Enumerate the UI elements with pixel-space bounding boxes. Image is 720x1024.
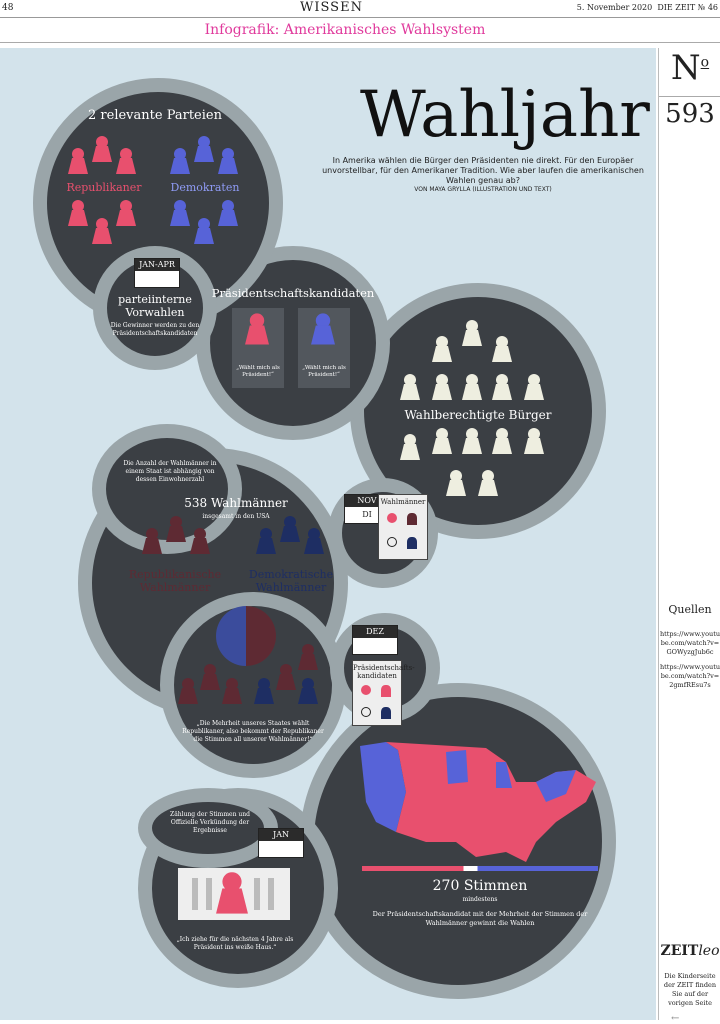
citizen-pawn [492, 336, 512, 362]
section-name: WISSEN [300, 0, 363, 15]
dem-pawn [170, 200, 190, 226]
electors-total-sub: insgesamt in den USA [202, 513, 270, 520]
candidates-heading: Präsidentschaftskandidaten [211, 286, 375, 300]
dem-elector-pawn [304, 528, 324, 554]
citizen-pawn [446, 470, 466, 496]
byline: VON MAYA GRYLLA (ILLUSTRATION UND TEXT) [414, 186, 552, 193]
state-elector-pawn [178, 678, 198, 704]
dem-pawn [194, 218, 214, 244]
dem-pawn [170, 148, 190, 174]
citizen-pawn [524, 428, 544, 454]
page-title: Wahljahr [360, 78, 650, 152]
state-elector-pawn [298, 644, 318, 670]
issue-number: 593 [659, 96, 720, 129]
state-elector-pawn [254, 678, 274, 704]
electors-total: 538 Wahlmänner [184, 496, 288, 510]
votes-sub: mindestens [462, 896, 498, 903]
state-quote: „Die Mehrheit unseres Staates wählt Republikaner, also bekommt der Republikaner die Stimmen all unserer Wahlmänner!“ [182, 720, 324, 743]
calendar-icon: DEZ [352, 625, 398, 655]
citizen-pawn [462, 428, 482, 454]
rep-elector-pawn [166, 516, 186, 542]
rep-elector-pawn [142, 528, 162, 554]
calendar-icon: JAN-APR [134, 258, 180, 288]
citizen-pawn [462, 320, 482, 346]
rep-pawn [116, 148, 136, 174]
candidate-quote: „Wählt mich als Präsident!“ [236, 365, 280, 378]
ballot-icon: Präsidentschafts-kandidaten [352, 660, 402, 726]
candidate-dem-pawn [311, 313, 335, 344]
result-desc: Der Präsidentschaftskandidat mit der Mehrheit der Stimmen der Wahlmänner gewinnt die Wahlen [372, 910, 588, 927]
rep-label: Republikaner [66, 181, 142, 194]
page-header [0, 0, 720, 18]
candidate-quote: „Wählt mich als Präsident!“ [302, 365, 346, 378]
parties-heading: 2 relevante Parteien [88, 108, 222, 123]
rep-pawn [116, 200, 136, 226]
count-quote: „Ich ziehe für die nächsten 4 Jahre als Präsident ins weiße Haus.“ [176, 936, 294, 951]
rep-pawn [92, 218, 112, 244]
vote-bar [362, 866, 598, 871]
dem-electors-label: Demokratische Wahlmänner [248, 568, 334, 594]
count-heading: Zählung der Stimmen und Offizielle Verkündung der Ergebnisse [170, 811, 250, 834]
sources-heading: Quellen [668, 603, 712, 616]
issue-date: 5. November 2020 DIE ZEIT № 46 [576, 3, 718, 12]
rep-pawn [68, 148, 88, 174]
citizen-pawn [524, 374, 544, 400]
kids-page-note: Die Kinderseite der ZEIT finden Sie auf der vorigen Seite [663, 972, 717, 1007]
infographic [0, 48, 656, 1020]
citizen-pawn [432, 374, 452, 400]
citizen-pawn [432, 428, 452, 454]
state-elector-pawn [298, 678, 318, 704]
state-elector-pawn [222, 678, 242, 704]
citizen-pawn [478, 470, 498, 496]
intro-text: In Amerika wählen die Bürger den Präsidenten nie direkt. Für den Europäer unvorstellbar, für den Amerikaner Tradition. Wie aber laufen die amerikanischen Wahlen genau ab? [322, 156, 644, 185]
usa-map-icon [356, 742, 600, 870]
dem-pawn [194, 136, 214, 162]
pie-icon [216, 606, 276, 666]
primaries-title: parteiinterne Vorwahlen [118, 293, 192, 319]
dem-pawn [218, 148, 238, 174]
rep-elector-pawn [190, 528, 210, 554]
citizen-pawn [462, 374, 482, 400]
rep-pawn [92, 136, 112, 162]
dem-pawn [218, 200, 238, 226]
zeit-leo-logo: ZEITleo [660, 943, 720, 959]
dem-elector-pawn [280, 516, 300, 542]
dem-elector-pawn [256, 528, 276, 554]
citizen-pawn [492, 374, 512, 400]
subtitle: Infografik: Amerikanisches Wahlsystem [204, 22, 486, 38]
page-number: 48 [2, 3, 14, 13]
president-pawn [216, 872, 248, 914]
state-elector-pawn [276, 664, 296, 690]
issue-no: $N^o$ [670, 48, 710, 88]
citizen-pawn [400, 374, 420, 400]
source-link[interactable]: https://www.youtube.com/watch?v=GOWyzgJub6c [659, 630, 720, 656]
votes-total: 270 Stimmen [432, 878, 528, 894]
citizen-pawn [432, 336, 452, 362]
citizens-heading: Wahlberechtigte Bürger [404, 408, 552, 422]
ballot-icon: Wahlmänner [378, 494, 428, 560]
state-elector-pawn [200, 664, 220, 690]
calendar-icon: NOV DI [344, 494, 390, 524]
citizen-pawn [400, 434, 420, 460]
primaries-desc: Die Gewinner werden zu den Präsidentschaftskandidaten [110, 322, 200, 337]
arrow-left-icon: ← [671, 1013, 680, 1024]
rep-pawn [68, 200, 88, 226]
source-link[interactable]: https://www.youtube.com/watch?v=2gmfREsu7s [659, 663, 720, 689]
citizen-pawn [492, 428, 512, 454]
dem-label: Demokraten [170, 181, 240, 194]
divider [0, 42, 720, 43]
rep-electors-label: Republikanische Wahlmänner [128, 568, 222, 594]
right-column [658, 48, 720, 1024]
calendar-icon: JAN [258, 828, 304, 858]
electors-note: Die Anzahl der Wahlmänner in einem Staat ist abhängig von dessen Einwohnerzahl [123, 460, 217, 483]
candidate-rep-pawn [245, 313, 269, 344]
